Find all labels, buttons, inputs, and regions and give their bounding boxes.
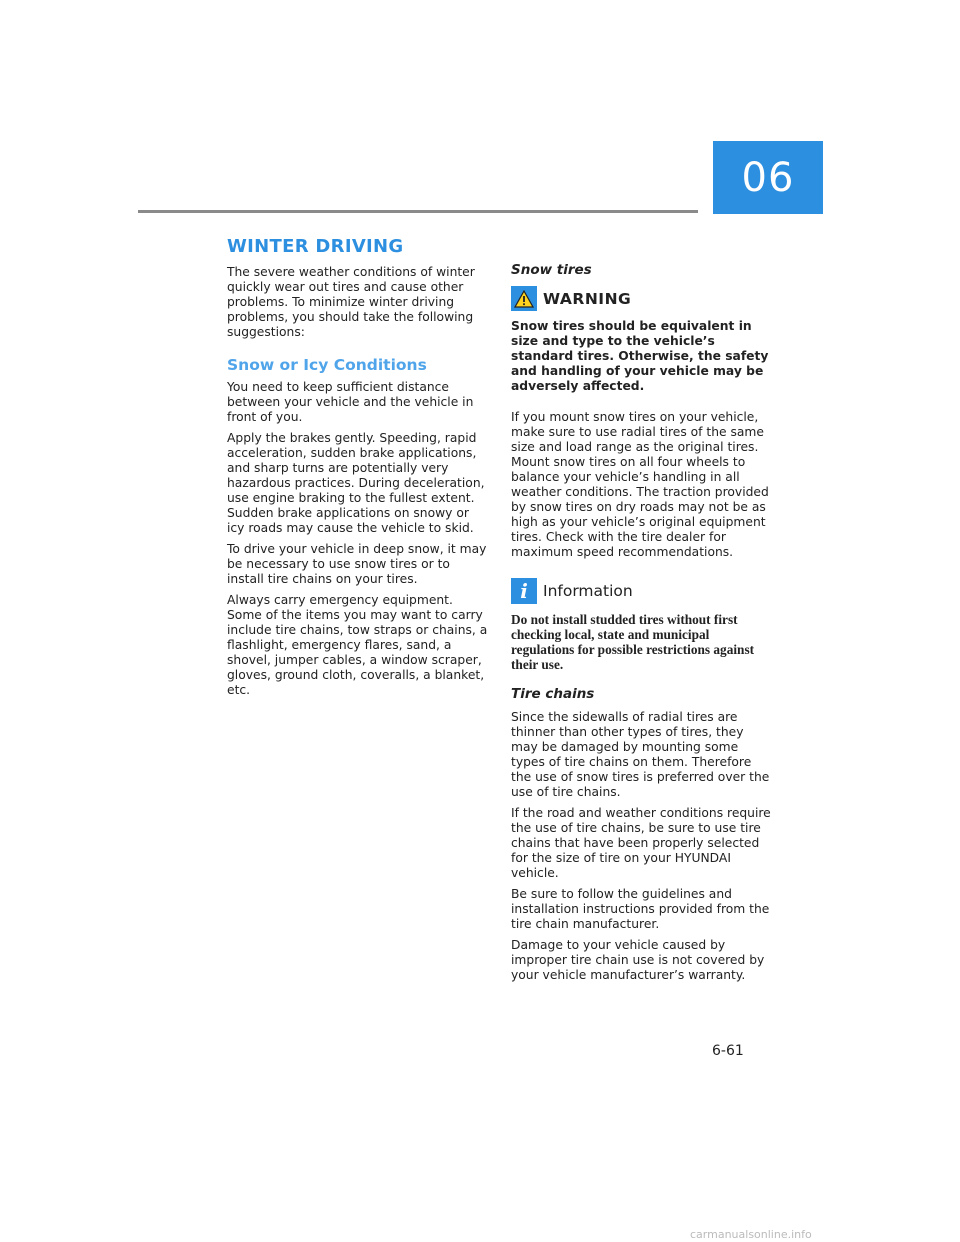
chapter-number: 06 bbox=[741, 154, 795, 201]
information-header bbox=[511, 578, 773, 604]
left-column bbox=[227, 236, 489, 704]
information-text: Do not install studded tires without first checking local, state and municipal regulations for possible restrictions against their use. bbox=[511, 612, 755, 672]
warning-label: WARNING bbox=[543, 289, 632, 308]
info-icon: i bbox=[511, 578, 537, 604]
paragraph: If the road and weather conditions require the use of tire chains, be sure to use tire chains that have been properly selected for the size of tire on your HYUNDAI vehicle. bbox=[511, 806, 771, 880]
right-column bbox=[511, 262, 773, 989]
subsection-title: Snow or Icy Conditions bbox=[227, 356, 427, 374]
paragraph: Since the sidewalls of radial tires are thinner than other types of tires, they may be damaged by mounting some types of tire chains on them. Therefore the use of snow tires is preferred over the use of tire chains. bbox=[511, 710, 770, 799]
intro-paragraph: The severe weather conditions of winter quickly wear out tires and cause other problems. To minimize winter driving problems, you should take the following suggestions: bbox=[227, 265, 475, 339]
warning-text: Snow tires should be equivalent in size and type to the vehicle’s standard tires. Otherwise, the safety and handling of your vehicle may be adversely affected. bbox=[511, 319, 769, 393]
paragraph: Always carry emergency equipment. Some of the items you may want to carry include tire chains, tow straps or chains, a flashlight, emergency flares, sand, a shovel, jumper cables, a window scraper, gloves, ground cloth, coveralls, a blanket, etc. bbox=[227, 593, 488, 697]
section-title: WINTER DRIVING bbox=[227, 236, 404, 257]
paragraph: Damage to your vehicle caused by improper tire chain use is not covered by your vehicle manufacturer’s warranty. bbox=[511, 938, 765, 982]
information-label: Information bbox=[543, 582, 633, 600]
paragraph: You need to keep sufficient distance between your vehicle and the vehicle in front of you. bbox=[227, 380, 474, 424]
watermark: carmanualsonline.info bbox=[690, 1228, 812, 1241]
snow-tires-paragraph: If you mount snow tires on your vehicle, make sure to use radial tires of the same size and load range as the original tires. Mount snow tires on all four wheels to balance your vehicle’s handling in all weather conditions. The traction provided by snow tires on dry roads may not be as high as your vehicle’s original equipment tires. Check with the tire dealer for maximum speed recommendations. bbox=[511, 410, 769, 559]
warning-icon bbox=[511, 286, 537, 311]
snow-tires-title: Snow tires bbox=[511, 262, 592, 278]
tire-chains-title: Tire chains bbox=[511, 686, 595, 702]
header-rule bbox=[138, 210, 698, 213]
chapter-tab bbox=[713, 141, 823, 214]
paragraph: Apply the brakes gently. Speeding, rapid acceleration, sudden brake applications, and sharp turns are potentially very hazardous practices. During deceleration, use engine braking to the fullest extent. Sudden brake applications on snowy or icy roads may cause the vehicle to skid. bbox=[227, 431, 485, 535]
warning-header bbox=[511, 286, 773, 311]
page-number: 6-61 bbox=[712, 1043, 744, 1059]
paragraph: Be sure to follow the guidelines and installation instructions provided from the tire chain manufacturer. bbox=[511, 887, 770, 931]
paragraph: To drive your vehicle in deep snow, it may be necessary to use snow tires or to install tire chains on your tires. bbox=[227, 542, 487, 586]
